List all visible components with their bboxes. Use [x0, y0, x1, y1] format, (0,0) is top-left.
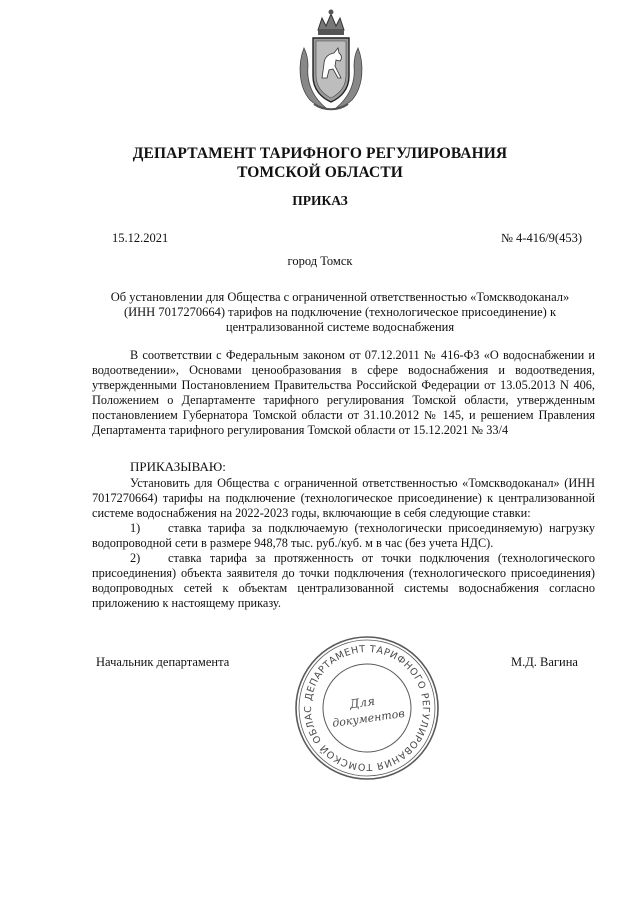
tariff-item-1 — [92, 521, 595, 551]
item-text: ставка тарифа за протяженность от точки подключения (технологического присоединения) объекта заявителя до точки подключения (технологического присоединения) водопроводных сетей к объектам централизованной системы водоснабжения согласно приложению к настоящему приказу. — [92, 551, 595, 610]
preamble-paragraph: В соответствии с Федеральным законом от 07.12.2011 № 416-ФЗ «О водоснабжении и водоотведении», Основами ценообразования в сфере водоснабжения и водоотведения, утвержденными Постановлением Правительства Российской Федерации от 13.05.2013 N 406, Положением о Департаменте тарифного регулирования Томской области, утвержденным постановлением Губернатора Томской области от 31.10.2012 № 145, и решением Правления Департамента тарифного регулирования Томской области от 15.12.2021 № 33/4 — [92, 348, 595, 437]
stamp-ring-text: ДЕПАРТАМЕНТ ТАРИФНОГО РЕГУЛИРОВАНИЯ ТОМСКОЙ ОБЛАС — [302, 643, 432, 773]
document-date: 15.12.2021 — [112, 231, 169, 245]
item-number: 1) — [130, 521, 141, 535]
document-subject — [95, 290, 585, 335]
subject-line: (ИНН 7017270664) тарифов на подключение (технологическое присоединение) к — [123, 305, 557, 319]
document-city: город Томск — [287, 254, 353, 268]
coat-of-arms-icon — [296, 8, 366, 114]
signatory-name: М.Д. Вагина — [511, 655, 578, 669]
tariff-item-2 — [92, 551, 595, 611]
item-number: 2) — [130, 551, 141, 565]
document-body — [92, 348, 595, 611]
stamp-center-line1: Для — [348, 693, 376, 712]
department-title-line2: ТОМСКОЙ ОБЛАСТИ — [237, 164, 403, 181]
subject-line: Об установлении для Общества с ограниченной ответственностью «Томскводоканал» — [110, 290, 570, 304]
document-type: ПРИКАЗ — [292, 193, 348, 208]
order-word: ПРИКАЗЫВАЮ: — [130, 459, 226, 474]
signatory-position: Начальник департамента — [96, 655, 230, 669]
subject-line: централизованной системе водоснабжения — [225, 320, 455, 334]
document-number: № 4-416/9(453) — [500, 231, 582, 245]
item-text: ставка тарифа за подключаемую (технологически присоединяемую) нагрузку водопроводной сети в размере 948,78 тыс. руб./куб. м в час (без учета НДС). — [92, 521, 595, 550]
resolution-paragraph: Установить для Общества с ограниченной ответственностью «Томскводоканал» (ИНН 7017270664) тарифы на подключение (технологическое присоединение) к централизованной системе водоснабжения на 2022-2023 годы, включающие в себя следующие ставки: — [92, 476, 595, 520]
department-title-line1: ДЕПАРТАМЕНТ ТАРИФНОГО РЕГУЛИРОВАНИЯ — [132, 145, 508, 162]
stamp-center-line2: документов — [331, 706, 406, 730]
official-stamp — [293, 634, 441, 782]
department-title — [0, 144, 640, 182]
